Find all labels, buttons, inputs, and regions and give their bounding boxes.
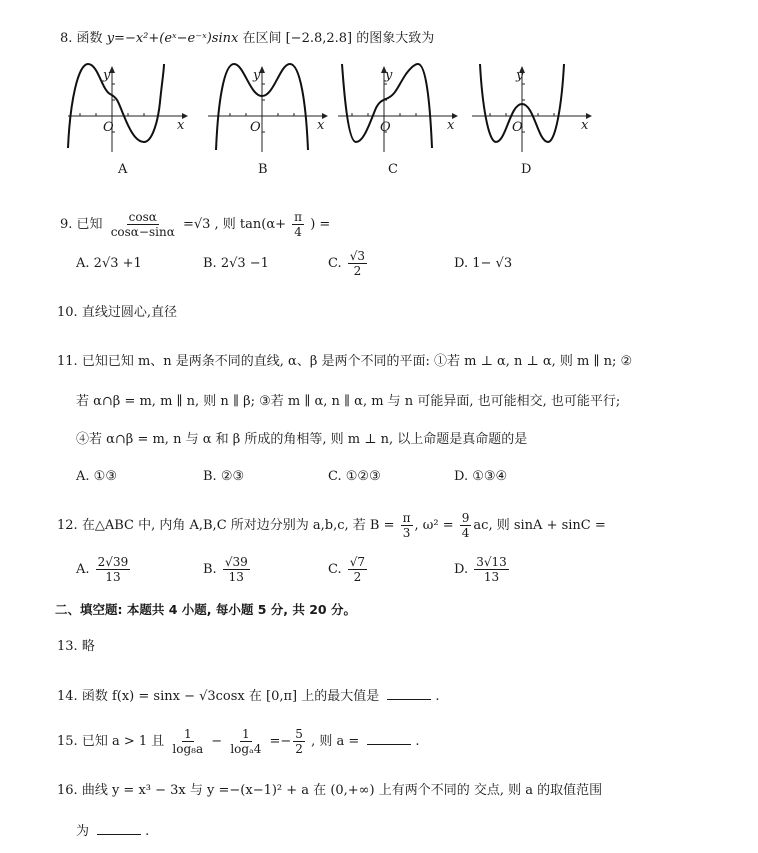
- q15-answer-blank[interactable]: [367, 732, 411, 745]
- q13-text: 略: [81, 639, 95, 654]
- q8-prefix: 函数: [76, 31, 103, 46]
- q8-number: 8.: [60, 31, 73, 46]
- q9-option-a[interactable]: A. 2√3 +1: [76, 256, 142, 271]
- q9-prefix: 已知: [76, 217, 103, 232]
- q8-graph-d: [470, 62, 594, 154]
- q8-graph-b-origin: O: [250, 120, 261, 135]
- q8-formula: y=−x²+(eˣ−e⁻ˣ)sinx: [106, 31, 239, 46]
- q11-option-b[interactable]: B. ②③: [203, 469, 245, 484]
- q8-graph-a-y-label: y: [103, 68, 111, 83]
- q8-graph-b: [206, 62, 330, 154]
- q9-pi-fraction: $\frac{\pi}{4}$: [294, 210, 303, 239]
- q8-graph-b-label: B: [258, 162, 268, 177]
- q8-graph-b-y-label: y: [253, 68, 261, 83]
- q9-fraction: $\frac{\cos\alpha}{\cos\alpha-\sin\alpha}$: [110, 210, 175, 239]
- q9-option-d[interactable]: D. 1− √3: [454, 256, 513, 271]
- q10-stem: [57, 304, 177, 322]
- q9-then: , 则 tan(α+: [214, 217, 287, 232]
- q9-option-b[interactable]: B. 2√3 −1: [203, 256, 269, 271]
- q8-suffix: 在区间 [−2.8,2.8] 的图象大致为: [242, 31, 435, 46]
- q8-graph-d-label: D: [521, 162, 532, 177]
- q8-graph-a-x-label: x: [177, 118, 185, 133]
- q12-stem: 12. 在△ABC 中, 内角 A,B,C 所对边分别为 a,b,c, 若 B = $\frac{\pi}{3}$ , ω² = $\frac{9}{4}$ ac, 则 sinA + sinC =: [57, 511, 606, 540]
- q14-answer-blank[interactable]: [387, 687, 431, 700]
- q8-graph-a: [66, 62, 190, 154]
- section-2-heading: 二、填空题: 本题共 4 小题, 每小题 5 分, 共 20 分。: [55, 602, 356, 617]
- q8-graph-c-y-label: y: [385, 68, 393, 83]
- q11-number: 11.: [57, 354, 78, 369]
- q12-option-a[interactable]: A. $\frac{2√39}{13}$: [76, 555, 129, 584]
- q8-graph-c: [336, 62, 460, 154]
- q8-graph-d-y-label: y: [516, 68, 524, 83]
- q12-option-d[interactable]: D. $\frac{3√13}{13}$: [454, 555, 507, 584]
- q11-line-3: ④若 α∩β = m, n 与 α 和 β 所成的角相等, 则 m ⊥ n, 以上命题是真命题的是: [76, 432, 528, 447]
- q16-number: 16.: [57, 783, 78, 798]
- q8-graph-a-origin: O: [103, 120, 114, 135]
- q8-graph-d-origin: O: [512, 120, 523, 135]
- q10-text: 直线过圆心,直径: [81, 305, 177, 320]
- q11-option-d[interactable]: D. ①③④: [454, 469, 508, 484]
- q13-number: 13.: [57, 639, 78, 654]
- q14-stem: 14. 函数 f(x) = sinx − √3cosx 在 [0,π] 上的最大值是 .: [57, 689, 440, 704]
- q16-line-2: 为 .: [76, 824, 150, 839]
- q9-equals: =√3: [182, 217, 211, 232]
- q11-line-1: 11. 已知已知 m、n 是两条不同的直线, α、β 是两个不同的平面: ①若 m ⊥ α, n ⊥ α, 则 m ∥ n; ②: [57, 354, 633, 369]
- q15-number: 15.: [57, 734, 78, 749]
- q8-graph-c-x-label: x: [447, 118, 455, 133]
- q16-answer-blank[interactable]: [97, 822, 141, 835]
- q9-option-c[interactable]: C. $\frac{√3}{2}$: [328, 249, 366, 278]
- q12-option-b[interactable]: B. $\frac{√39}{13}$: [203, 555, 248, 584]
- q11-option-c[interactable]: C. ①②③: [328, 469, 381, 484]
- q8-graph-a-label: A: [118, 162, 128, 177]
- q8-graph-c-origin: O: [380, 120, 391, 135]
- q16-line-1: 16. 曲线 y = x³ − 3x 与 y =−(x−1)² + a 在 (0,+∞) 上有两个不同的 交点, 则 a 的取值范围: [57, 783, 603, 798]
- q8-graph-d-x-label: x: [581, 118, 589, 133]
- q8-stem: [60, 30, 434, 48]
- q9-tail: ) =: [310, 217, 331, 232]
- q15-stem: 15. 已知 a > 1 且 $\frac{1}{\text{log₈a}}$ − $\frac{1}{\text{logₐ4}}$ =− $\frac{5}{2}$ , 则 a = .: [57, 727, 420, 756]
- q9-stem: [60, 208, 330, 242]
- q12-option-c[interactable]: C. $\frac{√7}{2}$: [328, 555, 366, 584]
- q9-number: 9.: [60, 217, 73, 232]
- q14-number: 14.: [57, 689, 78, 704]
- q8-graph-c-label: C: [388, 162, 398, 177]
- q10-number: 10.: [57, 305, 78, 320]
- q13-stem: [57, 638, 95, 656]
- q11-line-2: 若 α∩β = m, m ∥ n, 则 n ∥ β; ③若 m ∥ α, n ∥ α, m 与 n 可能异面, 也可能相交, 也可能平行;: [76, 394, 621, 409]
- q8-graph-b-x-label: x: [317, 118, 325, 133]
- q11-option-a[interactable]: A. ①③: [76, 469, 117, 484]
- q12-number: 12.: [57, 518, 78, 533]
